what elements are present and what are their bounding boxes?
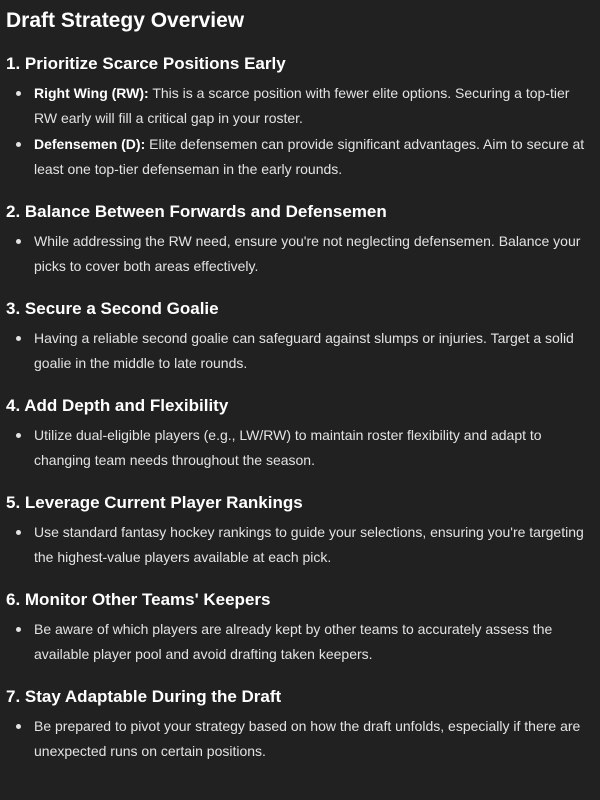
- section-stay-adaptable: [6, 686, 590, 763]
- section-depth-flexibility: [6, 395, 590, 472]
- section-heading: 7. Stay Adaptable During the Draft: [6, 687, 282, 706]
- list-item: [6, 520, 590, 569]
- list-item-text: Be prepared to pivot your strategy based on how the draft unfolds, especially if there are unexpected runs on certain positions.: [34, 718, 581, 759]
- list-item: [6, 229, 590, 278]
- bullet-list: [6, 81, 590, 181]
- section-player-rankings: [6, 492, 590, 569]
- bullet-icon: [16, 336, 21, 341]
- bullet-list: [6, 326, 590, 375]
- bullet-icon: [16, 142, 21, 147]
- bullet-list: [6, 714, 590, 763]
- section-heading: 4. Add Depth and Flexibility: [6, 396, 229, 415]
- list-item: [6, 81, 590, 130]
- bullet-icon: [16, 724, 21, 729]
- list-item-text: While addressing the RW need, ensure you're not neglecting defensemen. Balance your picks to cover both areas effectively.: [34, 233, 581, 274]
- bullet-icon: [16, 433, 21, 438]
- list-item: [6, 714, 590, 763]
- bullet-list: [6, 617, 590, 666]
- list-item-text: Utilize dual-eligible players (e.g., LW/RW) to maintain roster flexibility and adapt to changing team needs throughout the season.: [34, 427, 542, 468]
- list-item-text: Having a reliable second goalie can safeguard against slumps or injuries. Target a solid goalie in the middle to late rounds.: [34, 330, 574, 371]
- list-item: [6, 132, 590, 181]
- section-prioritize-scarce-positions: [6, 53, 590, 181]
- bullet-icon: [16, 530, 21, 535]
- list-item-text: This is a scarce position with fewer elite options. Securing a top-tier RW early will fill a critical gap in your roster.: [34, 85, 570, 126]
- bullet-list: [6, 520, 590, 569]
- section-balance-forwards-defensemen: [6, 201, 590, 278]
- bullet-list: [6, 423, 590, 472]
- section-heading: 1. Prioritize Scarce Positions Early: [6, 54, 286, 73]
- section-heading: 2. Balance Between Forwards and Defensemen: [6, 202, 387, 221]
- section-heading: 5. Leverage Current Player Rankings: [6, 493, 303, 512]
- bullet-list: [6, 229, 590, 278]
- list-item: [6, 423, 590, 472]
- list-item-text: Be aware of which players are already kept by other teams to accurately assess the available player pool and avoid drafting taken keepers.: [34, 621, 553, 662]
- bullet-icon: [16, 91, 21, 96]
- page-title: Draft Strategy Overview: [6, 9, 245, 32]
- list-item: [6, 326, 590, 375]
- section-heading: 3. Secure a Second Goalie: [6, 299, 219, 318]
- bullet-icon: [16, 239, 21, 244]
- section-monitor-keepers: [6, 589, 590, 666]
- section-heading: 6. Monitor Other Teams' Keepers: [6, 590, 271, 609]
- bullet-icon: [16, 627, 21, 632]
- list-item: [6, 617, 590, 666]
- list-item-term: Defensemen (D):: [34, 136, 146, 152]
- list-item-term: Right Wing (RW):: [34, 85, 149, 101]
- list-item-text: Use standard fantasy hockey rankings to guide your selections, ensuring you're targeting the highest-value players available at each pick.: [34, 524, 584, 565]
- section-second-goalie: [6, 298, 590, 375]
- list-item-text: Elite defensemen can provide significant advantages. Aim to secure at least one top-tier defenseman in the early rounds.: [34, 136, 585, 177]
